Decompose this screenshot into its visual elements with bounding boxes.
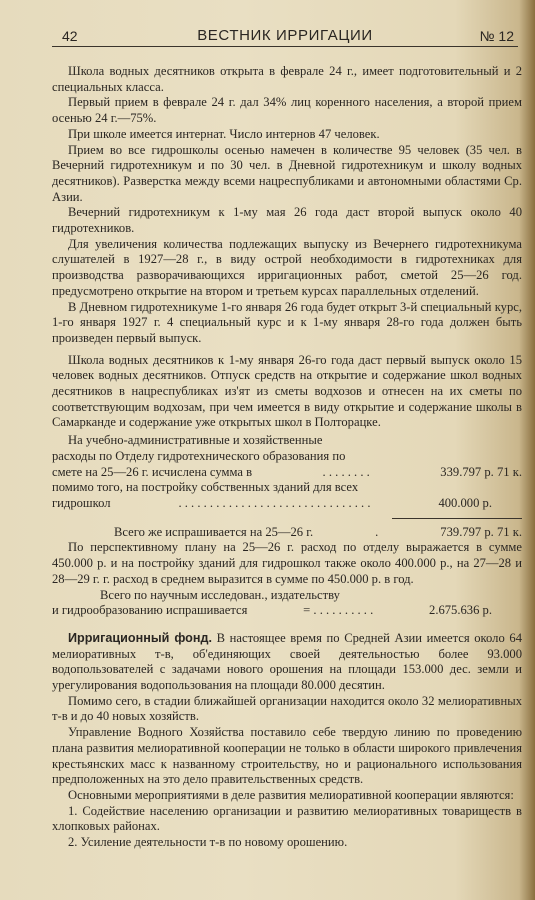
paragraph-first-intake: Первый прием в феврале 24 г. дал 34% лиц коренного населения, а второй прием осенью 24 г.—75%. <box>52 95 522 126</box>
budget-line-5 <box>52 496 492 512</box>
paragraph-evening-tech: Вечерний гидротехникум к 1-му мая 26 года даст второй выпуск около 40 гидротехников. <box>52 205 522 236</box>
budget-line-1: На учебно-административные и хозяйственные <box>68 433 323 448</box>
budget-total-text: Всего же испрашивается на 25—26 г. <box>114 524 314 539</box>
page-header <box>52 26 518 47</box>
body-text <box>52 64 522 851</box>
leader-dots: = . . . . . . . . . . <box>300 603 377 618</box>
paragraph-water-management: Управление Водного Хозяйства поставило себе твердую линию по проведению плана развития мелиоративной кооперации не только в области широкого привлечения крестьянских масс к названному строительству, но и рационального использования предположенных на это дело правительственных средств. <box>52 725 522 787</box>
paragraph-new-organizations: Помимо сего, в стадии ближайшей организации находится около 32 мелиоративных т-в и до 40 новых хозяйств. <box>52 693 522 724</box>
paragraph-irrigation-fund <box>52 631 522 694</box>
paragraph-admission: Прием во все гидрошколы осенью намечен в количестве 95 человек (35 чел. в Вечерний гидротехникум и по 30 чел. в Дневной гидротехникум и школу водных десятников). Разверстка между всеми нацреспубликами и автономными областями Ср. Азии. <box>52 142 522 204</box>
budget-total-amount: 739.797 р. 71 к. <box>440 524 522 539</box>
budget-total <box>52 525 522 541</box>
research-line-2-text: и гидрообразованию испрашивается <box>52 603 248 618</box>
budget-line-3 <box>52 465 522 481</box>
budget-line-3-text: смете на 25—26 г. исчислена сумма в <box>52 464 253 479</box>
irrigation-fund-text: В настоящее время по Средней Азии имеется около 64 мелиоративных т-в, об'единяющих своей деятельностью более 93.000 водопользователей с задачами нового орошения на площади 153.000 дес. земли и урегулирования водопользования на площади 80.000 десятин. <box>52 630 522 693</box>
budget-line-3-amount: 339.797 р. 71 к. <box>440 464 522 479</box>
budget-block <box>52 433 522 540</box>
research-amount: 2.675.636 р. <box>429 603 492 618</box>
leader-dots: . . . . . . . . <box>316 464 377 479</box>
issue-number: № 12 <box>479 28 514 44</box>
paragraph-increase: Для увеличения количества подлежащих выпуску из Вечернего гидротехникума слушателей в 1927—28 г., в виду острой необходимости в гидротехниках для производства разворачивающихся ирригационных работ, сметой 25—26 год. предусмотрено открытие на втором и третьем курсах параллельных отделений. <box>52 236 522 298</box>
paragraph-perspective-plan: По перспективному плану на 25—26 г. расход по отделу выражается в сумме 450.000 р. и на постройку зданий для гидрошкол также около 400.000 р., на 27—28 и 28—29 г. г. расход в среднем выразится в сумме по 450.000 р. в год. <box>52 540 522 586</box>
journal-title: ВЕСТНИК ИРРИГАЦИИ <box>197 27 373 44</box>
sum-rule <box>392 518 522 519</box>
budget-line-5-amount: 400.000 р. <box>438 495 492 510</box>
research-line-2 <box>52 603 492 619</box>
list-item-2: 2. Усиление деятельности т-в по новому орошению. <box>68 835 348 850</box>
leader-dots: . . . . . . . . . . . . . . . . . . . . . . . . . . . . . . . <box>175 495 374 510</box>
research-line-1: Всего по научным исследован., издательству <box>100 587 340 602</box>
page-number: 42 <box>62 28 78 44</box>
paragraph-water-foremen: Школа водных десятников к 1-му января 26-го года даст первый выпуск около 15 человек водных десятников. Отпуск средств на открытие и содержание школ водных десятников в нацреспубликах из'ят из сметы водхозов и отнесен на их сметы по соответствующим водхозам, при чем имеется в виду открытие и содержание школы в Самарканде и содержание уже открытых школ в Полторацке. <box>52 352 522 430</box>
budget-line-5-text: гидрошкол <box>52 495 111 510</box>
budget-line-4: помимо того, на постройку собственных зданий для всех <box>52 480 359 495</box>
budget-line-2: расходы по Отделу гидротехнического образования по <box>52 448 346 463</box>
paragraph-main-measures: Основными мероприятиями в деле развития мелиоративной кооперации являются: <box>68 787 514 802</box>
paragraph-day-tech: В Дневном гидротехникуме 1-го января 26 года будет открыт 3-й специальный курс, 1-го января 1927 г. 4 специальный курс и к 1-му января 28-го года должен быть произведен первый выпуск. <box>52 299 522 345</box>
list-item-1: 1. Содействие населению организации и развитию мелиоративных товариществ в хлопковых районах. <box>52 803 522 834</box>
paragraph-boarding: При школе имеется интернат. Число интернов 47 человек. <box>68 126 380 141</box>
paragraph-school-opening: Школа водных десятников открыта в феврале 24 г., имеет подготовительный и 2 специальных класса. <box>52 64 522 94</box>
irrigation-fund-heading: Ирригационный фонд. <box>68 630 212 645</box>
leader-dots: . <box>372 524 382 539</box>
